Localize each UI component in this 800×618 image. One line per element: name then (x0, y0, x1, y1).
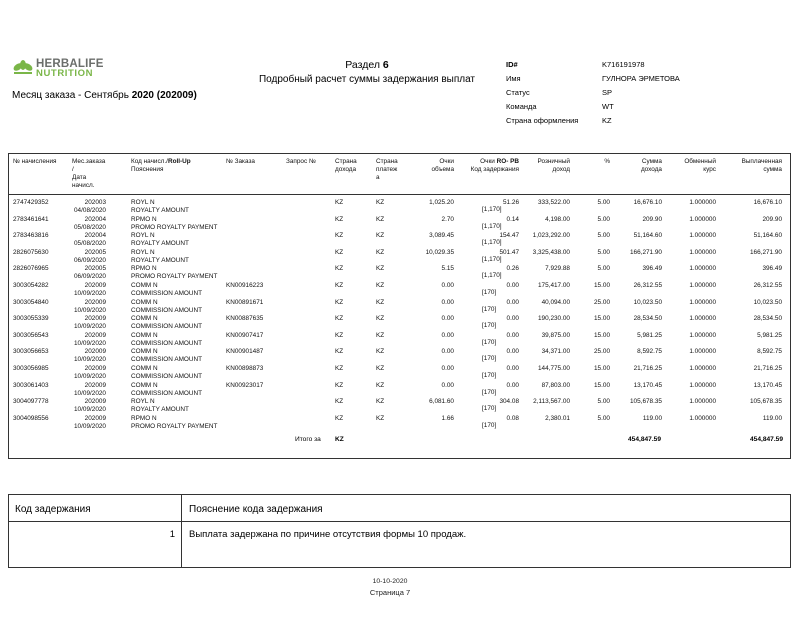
table-cell-pct: 5.00 (597, 199, 610, 206)
table-cell-amount: 396.49 (642, 265, 662, 273)
table-cell-month: 202009 (84, 398, 106, 406)
table-cell-retail: 144,775.00 (538, 365, 570, 372)
table-cell-rate: 1.000000 (689, 381, 716, 389)
table-cell-code: RPMO N (131, 414, 157, 422)
table-cell-pct: 5.00 (597, 398, 610, 406)
table-cell-ro: 154.47 (499, 232, 519, 240)
table-cell-code: RPMO N (131, 265, 157, 273)
table-cell-c1: KZ (335, 315, 344, 323)
column-header: Сумма дохода (640, 158, 662, 173)
table-cell-order: KN00916223 (226, 282, 264, 289)
table-cell-no: 3003056985 (13, 365, 49, 372)
table-cell-pct: 25.00 (594, 298, 610, 306)
table-cell-pct: 25.00 (594, 348, 610, 356)
table-cell-code: RPMO N (131, 215, 157, 223)
table-cell-hold: [170] (482, 372, 497, 379)
table-cell-amount: 13,170.45 (633, 381, 662, 389)
table-cell-amount: 209.90 (642, 215, 662, 223)
table-cell-pct: 15.00 (594, 381, 610, 389)
table-cell-date: 10/09/2020 (74, 356, 106, 364)
info-row (506, 60, 756, 72)
table-cell-ro: 0.00 (506, 315, 519, 323)
table-cell-rate: 1.000000 (689, 398, 716, 406)
table-cell-month: 202005 (84, 265, 106, 273)
table-cell-c2: KZ (376, 265, 385, 273)
table-cell-c1: KZ (335, 398, 344, 406)
table-cell-vol: 0.00 (441, 298, 454, 306)
table-cell-vol: 0.00 (441, 348, 454, 356)
table-cell-no: 3004097778 (13, 398, 49, 406)
table-cell-desc: COMMISSION AMOUNT (131, 389, 203, 397)
table-cell-code: COMM N (131, 365, 158, 372)
table-cell-vol: 1.66 (441, 414, 454, 422)
table-cell-ro: 0.00 (506, 348, 519, 356)
table-cell-month: 202005 (84, 248, 106, 256)
table-cell-rate: 1.000000 (689, 265, 716, 273)
table-cell-pct: 5.00 (597, 265, 610, 273)
table-cell-vol: 6,081.60 (429, 398, 454, 406)
table-cell-c2: KZ (376, 331, 385, 339)
table-cell-date: 10/09/2020 (74, 389, 106, 397)
table-cell-month: 202009 (84, 331, 106, 339)
table-cell-code: ROYL N (131, 248, 155, 256)
table-cell-code: COMM N (131, 315, 158, 323)
table-cell-paid: 21,716.25 (753, 365, 782, 372)
table-cell-c2: KZ (376, 414, 385, 422)
table-cell-hold: [1,170] (482, 239, 502, 247)
table-cell-amount: 51,164.60 (633, 232, 662, 240)
table-cell-rate: 1.000000 (689, 348, 716, 356)
table-cell-amount: 26,312.55 (633, 282, 662, 289)
table-cell-ro: 0.00 (506, 381, 519, 389)
table-cell-code: ROYL N (131, 398, 155, 406)
table-cell-date: 06/09/2020 (74, 256, 106, 264)
hold-codes-table (8, 494, 791, 568)
table-cell-desc: PROMO ROYALTY PAYMENT (131, 422, 218, 430)
table-cell-vol: 2.70 (441, 215, 454, 223)
table-cell-date: 10/09/2020 (74, 323, 106, 331)
table-cell-retail: 39,875.00 (541, 331, 570, 339)
table-cell-retail: 1,023,292.00 (532, 232, 570, 240)
order-month-label: Месяц заказа - Сентябрь (12, 90, 132, 101)
page-number: 7 (405, 588, 411, 597)
table-cell-vol: 3,089.45 (429, 232, 454, 240)
section-prefix: Раздел (345, 59, 383, 71)
table-cell-c1: KZ (335, 331, 344, 339)
table-cell-c1: KZ (335, 199, 344, 206)
table-cell-c1: KZ (335, 265, 344, 273)
table-cell-ro: 0.26 (506, 265, 519, 273)
table-cell-date: 10/09/2020 (74, 339, 106, 347)
table-cell-code: ROYL N (131, 232, 155, 240)
table-cell-desc: COMMISSION AMOUNT (131, 306, 203, 314)
table-cell-retail: 87,803.00 (541, 381, 570, 389)
table-cell-c1: KZ (335, 365, 344, 372)
column-header: Очки объема (431, 158, 454, 173)
column-header: Розничный доход (537, 158, 570, 173)
table-cell-rate: 1.000000 (689, 365, 716, 372)
column-header: Мес.заказа / Дата начисл. (72, 158, 106, 189)
section-subtitle: Подробный расчет суммы задержания выплат (258, 74, 476, 85)
table-cell-month: 202009 (84, 365, 106, 372)
column-divider (181, 495, 182, 567)
info-key: ID# (506, 60, 518, 69)
table-cell-desc: PROMO ROYALTY PAYMENT (131, 273, 218, 281)
table-cell-pct: 15.00 (594, 282, 610, 289)
column-header: Страна платеж а (376, 158, 398, 181)
table-cell-no: 2783463816 (13, 232, 49, 240)
table-cell-order: KN00923017 (226, 381, 264, 389)
table-cell-rate: 1.000000 (689, 199, 716, 206)
info-value: KZ (602, 116, 612, 125)
table-cell-c2: KZ (376, 232, 385, 240)
hold-code-explanation: Выплата задержана по причине отсутствия формы 10 продаж. (189, 529, 467, 540)
table-cell-ro: 0.08 (506, 414, 519, 422)
table-cell-desc: ROYALTY AMOUNT (131, 406, 189, 414)
table-cell-date: 10/09/2020 (74, 406, 106, 414)
row-divider (9, 521, 790, 522)
table-cell-rate: 1.000000 (689, 298, 716, 306)
info-value: ГУЛНОРА ЭРМЕТОВА (602, 74, 680, 83)
table-header-divider (8, 194, 791, 195)
table-cell-no: 3003054282 (13, 282, 49, 289)
table-cell-paid: 8,592.75 (757, 348, 782, 356)
table-cell-rate: 1.000000 (689, 248, 716, 256)
table-cell-date: 04/08/2020 (74, 207, 106, 214)
info-key: Команда (506, 102, 537, 111)
footer-date: 10-10-2020 (372, 578, 408, 585)
info-row (506, 88, 756, 100)
table-cell-no: 3003061403 (13, 381, 49, 389)
table-cell-no: 2826076965 (13, 265, 49, 273)
table-cell-hold: [170] (482, 355, 497, 363)
table-cell-c1: KZ (335, 282, 344, 289)
table-cell-date: 10/09/2020 (74, 290, 106, 297)
table-cell-order: KN00891671 (226, 298, 264, 306)
table-cell-month: 202004 (84, 215, 106, 223)
table-cell-month: 202009 (84, 282, 106, 289)
table-cell-paid: 209.90 (762, 215, 782, 223)
table-cell-desc: COMMISSION AMOUNT (131, 373, 203, 380)
table-cell-desc: COMMISSION AMOUNT (131, 356, 203, 364)
footer-page (0, 588, 780, 597)
table-cell-no: 3003056653 (13, 348, 49, 356)
total-amount: 454,847.59 (627, 436, 661, 443)
column-header: Страна дохода (335, 158, 357, 173)
table-cell-pct: 5.00 (597, 248, 610, 256)
table-cell-code: COMM N (131, 381, 158, 389)
logo-brand: HERBALIFE (36, 58, 104, 70)
table-cell-rate: 1.000000 (689, 232, 716, 240)
table-cell-no: 3003056543 (13, 331, 49, 339)
table-cell-ro: 501.47 (499, 248, 519, 256)
table-cell-hold: [170] (482, 322, 497, 330)
table-cell-date: 10/09/2020 (74, 422, 106, 430)
table-cell-amount: 166,271.90 (630, 248, 662, 256)
table-cell-rate: 1.000000 (689, 315, 716, 323)
table-cell-pct: 5.00 (597, 215, 610, 223)
table-cell-desc: COMMISSION AMOUNT (131, 323, 203, 331)
table-cell-paid: 10,023.50 (753, 298, 782, 306)
page-prefix: Страница (369, 588, 406, 597)
table-cell-rate: 1.000000 (689, 331, 716, 339)
column-header: Запрос № (286, 158, 316, 165)
table-cell-month: 202003 (84, 199, 106, 206)
table-cell-no: 3003055339 (13, 315, 49, 323)
table-cell-retail: 2,113,567.00 (533, 398, 570, 406)
table-cell-hold: [1,170] (482, 206, 502, 213)
table-cell-code: COMM N (131, 298, 158, 306)
table-cell-ro: 0.00 (506, 298, 519, 306)
table-cell-hold: [170] (482, 421, 497, 429)
table-cell-c1: KZ (335, 298, 344, 306)
table-cell-amount: 16,676.10 (633, 199, 662, 206)
table-cell-ro: 0.00 (506, 282, 519, 289)
table-cell-no: 3004098556 (13, 414, 49, 422)
column-header: Выплаченная сумма (741, 158, 782, 173)
column-header: Очки RO- PB Код задержания (470, 158, 519, 173)
section-number: 6 (382, 59, 389, 71)
table-cell-hold: [1,170] (482, 222, 502, 230)
total-paid: 454,847.59 (749, 436, 783, 443)
table-cell-hold: [170] (482, 305, 497, 313)
table-cell-hold: [170] (482, 338, 497, 346)
table-cell-code: COMM N (131, 282, 158, 289)
table-cell-vol: 0.00 (441, 315, 454, 323)
table-cell-hold: [170] (482, 405, 497, 413)
table-cell-order: KN00887635 (226, 315, 264, 323)
table-cell-hold: [170] (482, 289, 497, 296)
table-cell-order: KN00901487 (226, 348, 264, 356)
table-cell-c2: KZ (376, 315, 385, 323)
table-cell-no: 2747429352 (13, 199, 49, 206)
table-cell-c2: KZ (376, 199, 385, 206)
table-cell-vol: 0.00 (441, 381, 454, 389)
column-header: Обменный курс (684, 158, 716, 173)
table-cell-c2: KZ (376, 398, 385, 406)
order-month-value: 2020 (202009) (131, 90, 197, 101)
table-cell-vol: 1,025.20 (429, 199, 454, 206)
table-cell-no: 2826075630 (13, 248, 49, 256)
info-row (506, 74, 756, 86)
table-cell-pct: 15.00 (594, 331, 610, 339)
table-cell-month: 202009 (84, 315, 106, 323)
column-header: № Заказа (226, 158, 255, 165)
table-cell-retail: 2,380.01 (545, 414, 570, 422)
table-cell-c1: KZ (335, 215, 344, 223)
table-cell-date: 10/09/2020 (74, 306, 106, 314)
table-cell-hold: [1,170] (482, 272, 502, 280)
table-cell-order: KN00907417 (226, 331, 264, 339)
table-cell-paid: 5,981.25 (757, 331, 782, 339)
table-cell-retail: 333,522.00 (538, 199, 570, 206)
table-cell-pct: 15.00 (594, 315, 610, 323)
table-cell-vol: 0.00 (441, 331, 454, 339)
column-header: Код начисл./Roll-Up Пояснения (131, 158, 191, 173)
info-key: Страна оформления (506, 116, 579, 125)
table-cell-date: 06/09/2020 (74, 273, 106, 281)
table-cell-hold: [1,170] (482, 255, 502, 263)
table-cell-amount: 21,716.25 (633, 365, 662, 372)
table-cell-amount: 5,981.25 (637, 331, 662, 339)
table-cell-ro: 0.00 (506, 331, 519, 339)
table-cell-paid: 119.00 (762, 414, 782, 422)
table-cell-order: KN00898873 (226, 365, 264, 372)
info-value: K716191978 (602, 60, 645, 69)
table-cell-no: 3003054840 (13, 298, 49, 306)
table-cell-vol: 0.00 (441, 365, 454, 372)
info-key: Статус (506, 88, 530, 97)
hold-explanation-header: Пояснение кода задержания (189, 504, 323, 515)
table-cell-paid: 51,164.60 (753, 232, 782, 240)
table-cell-ro: 0.00 (506, 365, 519, 372)
logo-subbrand: NUTRITION (36, 68, 94, 79)
table-cell-vol: 0.00 (441, 282, 454, 289)
table-cell-rate: 1.000000 (689, 414, 716, 422)
table-cell-amount: 28,534.50 (633, 315, 662, 323)
table-cell-paid: 105,678.35 (750, 398, 782, 406)
table-cell-paid: 396.49 (762, 265, 782, 273)
table-cell-amount: 10,023.50 (633, 298, 662, 306)
info-row (506, 102, 756, 114)
table-cell-month: 202009 (84, 348, 106, 356)
table-cell-c2: KZ (376, 365, 385, 372)
total-label: Итого за (295, 436, 321, 443)
table-cell-desc: ROYALTY AMOUNT (131, 256, 189, 264)
table-cell-retail: 190,230.00 (538, 315, 570, 323)
table-cell-desc: ROYALTY AMOUNT (131, 207, 189, 214)
table-cell-code: COMM N (131, 331, 158, 339)
hold-code-value: 1 (169, 529, 175, 540)
table-cell-retail: 3,325,438.00 (532, 248, 570, 256)
table-cell-pct: 5.00 (597, 414, 610, 422)
table-cell-month: 202004 (84, 232, 106, 240)
table-cell-ro: 51.26 (503, 199, 519, 206)
table-cell-paid: 26,312.55 (753, 282, 782, 289)
table-cell-no: 2783461641 (13, 215, 49, 223)
table-cell-desc: COMMISSION AMOUNT (131, 290, 203, 297)
table-cell-paid: 16,676.10 (753, 199, 782, 206)
info-value: SP (602, 88, 613, 97)
column-header: № начисления (13, 158, 57, 165)
table-cell-amount: 105,678.35 (630, 398, 662, 406)
table-cell-amount: 119.00 (642, 414, 662, 422)
table-cell-c2: KZ (376, 348, 385, 356)
table-cell-pct: 5.00 (597, 232, 610, 240)
table-cell-code: COMM N (131, 348, 158, 356)
table-cell-c1: KZ (335, 414, 344, 422)
table-cell-paid: 28,534.50 (753, 315, 782, 323)
table-cell-retail: 40,094.00 (541, 298, 570, 306)
order-month (12, 90, 197, 101)
table-cell-c1: KZ (335, 232, 344, 240)
hold-code-header: Код задержания (15, 504, 91, 515)
table-cell-date: 05/08/2020 (74, 223, 106, 231)
table-cell-c2: KZ (376, 282, 385, 289)
table-cell-ro: 0.14 (506, 215, 519, 223)
table-cell-retail: 4,198.00 (545, 215, 570, 223)
table-cell-date: 10/09/2020 (74, 373, 106, 380)
table-cell-paid: 166,271.90 (750, 248, 782, 256)
table-cell-retail: 7,929.88 (545, 265, 570, 273)
table-cell-c2: KZ (376, 381, 385, 389)
table-cell-hold: [170] (482, 388, 497, 396)
info-key: Имя (506, 74, 521, 83)
table-cell-desc: ROYALTY AMOUNT (131, 240, 189, 248)
table-cell-rate: 1.000000 (689, 215, 716, 223)
table-cell-ro: 304.08 (499, 398, 519, 406)
table-cell-desc: PROMO ROYALTY PAYMENT (131, 223, 218, 231)
table-cell-c1: KZ (335, 248, 344, 256)
table-cell-month: 202009 (84, 298, 106, 306)
table-cell-amount: 8,592.75 (637, 348, 662, 356)
info-row (506, 116, 756, 128)
table-cell-retail: 175,417.00 (538, 282, 570, 289)
table-cell-pct: 15.00 (594, 365, 610, 372)
total-country: KZ (335, 436, 344, 443)
table-cell-c2: KZ (376, 298, 385, 306)
table-cell-date: 05/08/2020 (74, 240, 106, 248)
table-cell-c1: KZ (335, 348, 344, 356)
table-cell-retail: 34,371.00 (541, 348, 570, 356)
table-cell-desc: COMMISSION AMOUNT (131, 339, 203, 347)
table-cell-paid: 13,170.45 (753, 381, 782, 389)
table-cell-rate: 1.000000 (689, 282, 716, 289)
table-cell-vol: 10,029.35 (425, 248, 454, 256)
info-value: WT (602, 102, 614, 111)
table-cell-month: 202009 (84, 381, 106, 389)
table-cell-month: 202009 (84, 414, 106, 422)
table-cell-c2: KZ (376, 215, 385, 223)
table-cell-code: ROYL N (131, 199, 155, 206)
column-header: % (604, 158, 610, 165)
table-cell-vol: 5.15 (441, 265, 454, 273)
table-cell-c1: KZ (335, 381, 344, 389)
table-cell-c2: KZ (376, 248, 385, 256)
